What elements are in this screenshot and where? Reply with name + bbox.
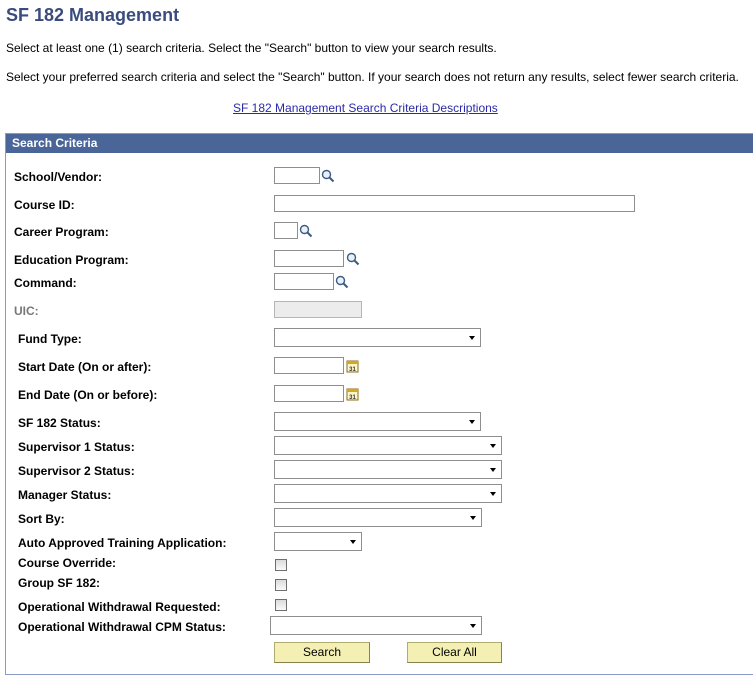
calendar-day-text: 31 xyxy=(349,395,356,401)
op-withdrawal-cpm-status-select[interactable] xyxy=(270,616,482,635)
chevron-down-icon xyxy=(469,420,475,424)
course-override-checkbox[interactable] xyxy=(275,559,287,571)
op-withdrawal-requested-label: Operational Withdrawal Requested: xyxy=(18,600,221,614)
instruction-text-1: Select at least one (1) search criteria. Select the "Search" button to view your search results. xyxy=(6,41,497,55)
course-id-input[interactable] xyxy=(274,195,635,212)
education-program-input[interactable] xyxy=(274,250,344,267)
start-date-input[interactable] xyxy=(274,357,344,374)
supervisor2-status-select[interactable] xyxy=(274,460,502,479)
education-program-lookup-icon[interactable] xyxy=(346,252,360,266)
chevron-down-icon xyxy=(490,444,496,448)
manager-status-label: Manager Status: xyxy=(18,488,112,502)
search-button[interactable]: Search xyxy=(274,642,370,663)
sf182-status-select[interactable] xyxy=(274,412,481,431)
career-program-lookup-icon[interactable] xyxy=(299,224,313,238)
search-criteria-header: Search Criteria xyxy=(6,134,753,153)
chevron-down-icon xyxy=(490,492,496,496)
end-date-label: End Date (On or before): xyxy=(18,388,158,402)
criteria-descriptions-link[interactable]: SF 182 Management Search Criteria Descriptions xyxy=(233,101,498,115)
command-lookup-icon[interactable] xyxy=(335,275,349,289)
group-sf182-checkbox[interactable] xyxy=(275,579,287,591)
school-vendor-label: School/Vendor: xyxy=(14,170,103,184)
auto-approved-label: Auto Approved Training Application: xyxy=(18,536,227,550)
end-date-calendar-icon[interactable] xyxy=(346,387,360,401)
search-criteria-panel xyxy=(5,133,753,675)
supervisor1-status-label: Supervisor 1 Status: xyxy=(18,440,135,454)
calendar-day-text: 31 xyxy=(349,367,356,373)
start-date-label: Start Date (On or after): xyxy=(18,360,152,374)
course-id-label: Course ID: xyxy=(14,198,75,212)
career-program-input[interactable] xyxy=(274,222,298,239)
chevron-down-icon xyxy=(470,516,476,520)
op-withdrawal-requested-checkbox[interactable] xyxy=(275,599,287,611)
fund-type-label: Fund Type: xyxy=(18,332,82,346)
end-date-input[interactable] xyxy=(274,385,344,402)
sort-by-select[interactable] xyxy=(274,508,482,527)
school-vendor-lookup-icon[interactable] xyxy=(321,169,335,183)
command-label: Command: xyxy=(14,276,77,290)
sf182-status-label: SF 182 Status: xyxy=(18,416,101,430)
clear-all-button[interactable]: Clear All xyxy=(407,642,502,663)
chevron-down-icon xyxy=(470,624,476,628)
chevron-down-icon xyxy=(350,540,356,544)
uic-input xyxy=(274,301,362,318)
page-title: SF 182 Management xyxy=(6,5,180,25)
supervisor1-status-select[interactable] xyxy=(274,436,502,455)
fund-type-select[interactable] xyxy=(274,328,481,347)
chevron-down-icon xyxy=(469,336,475,340)
start-date-calendar-icon[interactable] xyxy=(346,359,360,373)
education-program-label: Education Program: xyxy=(14,253,129,267)
manager-status-select[interactable] xyxy=(274,484,502,503)
uic-label: UIC: xyxy=(14,304,39,318)
career-program-label: Career Program: xyxy=(14,225,109,239)
auto-approved-select[interactable] xyxy=(274,532,362,551)
command-input[interactable] xyxy=(274,273,334,290)
sort-by-label: Sort By: xyxy=(18,512,65,526)
supervisor2-status-label: Supervisor 2 Status: xyxy=(18,464,135,478)
chevron-down-icon xyxy=(490,468,496,472)
course-override-label: Course Override: xyxy=(18,556,117,570)
op-withdrawal-cpm-status-label: Operational Withdrawal CPM Status: xyxy=(18,620,226,634)
instruction-text-2: Select your preferred search criteria and select the "Search" button. If your search does not return any results, select fewer search criteria. xyxy=(6,70,739,84)
school-vendor-input[interactable] xyxy=(274,167,320,184)
group-sf182-label: Group SF 182: xyxy=(18,576,101,590)
